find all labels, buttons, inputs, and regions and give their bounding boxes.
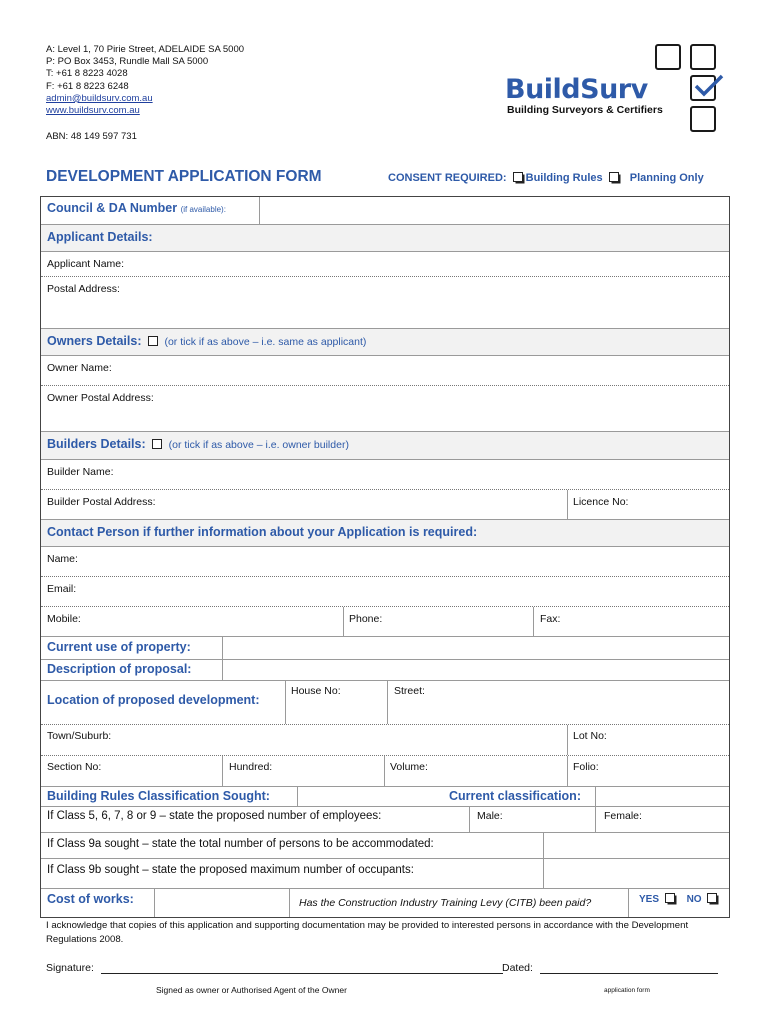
applicant-postal-field[interactable]: [41, 277, 729, 329]
owner-postal-field[interactable]: [41, 386, 729, 432]
website-link[interactable]: www.buildsurv.com.au: [46, 105, 140, 117]
builder-postal-label: Builder Postal Address:: [47, 496, 156, 508]
location-row[interactable]: [41, 681, 729, 725]
current-use-row[interactable]: [41, 637, 729, 660]
checkmark-icon: [694, 74, 724, 98]
signature-label: Signature:: [46, 962, 94, 974]
applicant-name-field[interactable]: [41, 252, 729, 277]
divider: [285, 681, 286, 724]
divider: [154, 889, 155, 917]
divider: [595, 787, 596, 806]
footer-label: application form: [604, 987, 650, 994]
signature-line[interactable]: [101, 963, 503, 974]
contact-email-field[interactable]: [41, 577, 729, 607]
no-label: NO: [686, 894, 702, 905]
council-da-note: (if available):: [180, 205, 226, 214]
divider: [628, 889, 629, 917]
divider: [567, 490, 568, 519]
dated-label: Dated:: [502, 962, 533, 974]
owner-name-field[interactable]: [41, 356, 729, 386]
owner-name-label: Owner Name:: [47, 362, 112, 374]
town-row[interactable]: [41, 725, 729, 756]
applicant-heading: Applicant Details:: [47, 230, 153, 244]
divider: [289, 889, 290, 917]
owners-heading: Owners Details: (or tick if as above – i.e. same as applicant): [47, 334, 367, 348]
council-da-label: Council & DA Number (if available):: [47, 201, 226, 215]
divider: [222, 660, 223, 680]
licence-label: Licence No:: [573, 496, 629, 508]
email-link[interactable]: admin@buildsurv.com.au: [46, 92, 153, 104]
contact-name-field[interactable]: [41, 547, 729, 577]
council-da-row[interactable]: [41, 197, 729, 225]
owner-postal-label: Owner Postal Address:: [47, 392, 154, 404]
acknowledgement-text: I acknowledge that copies of this application and supporting documentation may be provided to interested persons in accordance with the Development Regulations 2008.: [46, 920, 689, 945]
building-rules-checkbox[interactable]: [513, 172, 523, 182]
dated-line[interactable]: [540, 963, 718, 974]
contact-heading: Contact Person if further information about your Application is required:: [47, 525, 478, 539]
divider: [384, 756, 385, 786]
consent-required: [388, 172, 704, 184]
builder-name-field[interactable]: [41, 460, 729, 490]
builders-same-checkbox[interactable]: [152, 439, 162, 449]
postal-line: P: PO Box 3453, Rundle Mall SA 5000: [46, 56, 209, 68]
builders-note: (or tick if as above – i.e. owner builder): [168, 439, 349, 451]
classification-heading-row[interactable]: [41, 787, 729, 807]
form-title: DEVELOPMENT APPLICATION FORM: [46, 168, 322, 185]
mobile-label: Mobile:: [47, 613, 81, 625]
class9b-row[interactable]: [41, 859, 729, 889]
builder-name-label: Builder Name:: [47, 466, 114, 478]
cost-row[interactable]: [41, 889, 729, 917]
divider: [567, 756, 568, 786]
divider: [343, 607, 344, 636]
description-label: Description of proposal:: [47, 662, 192, 676]
class9b-label: If Class 9b sought – state the proposed maximum number of occupants:: [47, 864, 414, 876]
planning-only-label: Planning Only: [629, 172, 704, 184]
no-checkbox[interactable]: [707, 893, 717, 903]
class9a-label: If Class 9a sought – state the total number of persons to be accommodated:: [47, 838, 434, 850]
address-line: A: Level 1, 70 Pirie Street, ADELAIDE SA 5000: [46, 44, 245, 55]
phone-line: T: +61 8 8223 4028: [46, 68, 128, 80]
owners-same-checkbox[interactable]: [148, 336, 158, 346]
yes-checkbox[interactable]: [665, 893, 675, 903]
divider: [297, 787, 298, 806]
class5-label: If Class 5, 6, 7, 8 or 9 – state the proposed number of employees:: [47, 810, 382, 822]
divider: [595, 807, 596, 832]
logo-brand: BuildSurv: [505, 74, 648, 105]
classification-heading: Building Rules Classification Sought:: [47, 789, 270, 803]
yes-label: YES: [639, 894, 660, 905]
logo-square: [655, 44, 681, 70]
consent-label: CONSENT REQUIRED:: [388, 172, 507, 184]
divider: [533, 607, 534, 636]
contact-name-label: Name:: [47, 553, 78, 565]
builders-heading-row: [41, 432, 729, 460]
builders-heading: Builders Details: (or tick if as above – i.e. owner builder): [47, 437, 349, 451]
planning-only-checkbox[interactable]: [609, 172, 619, 182]
divider: [469, 807, 470, 832]
phone-label: Phone:: [349, 613, 383, 625]
logo-square: [690, 44, 716, 70]
divider: [543, 833, 544, 858]
fax-line: F: +61 8 8223 6248: [46, 80, 129, 92]
divider: [387, 681, 388, 724]
company-address: [46, 44, 244, 143]
section-row[interactable]: [41, 756, 729, 787]
lot-label: Lot No:: [573, 730, 607, 742]
dated-field[interactable]: [502, 962, 718, 974]
current-use-label: Current use of property:: [47, 640, 191, 654]
divider: [543, 859, 544, 888]
contact-phone-row[interactable]: [41, 607, 729, 637]
contact-heading-row: [41, 520, 729, 547]
building-rules-label: Building Rules: [525, 172, 603, 184]
divider: [222, 637, 223, 659]
logo-square: [690, 106, 716, 132]
owners-note: (or tick if as above – i.e. same as applicant): [164, 336, 367, 348]
fax-label: Fax:: [540, 613, 561, 625]
section-label: Section No:: [47, 761, 102, 773]
applicant-name-label: Applicant Name:: [47, 258, 125, 270]
logo-tagline: Building Surveyors & Certifiers: [507, 104, 663, 116]
hundred-label: Hundred:: [229, 761, 273, 773]
current-classification-label: Current classification:: [449, 789, 581, 803]
buildsurv-logo: [505, 44, 725, 136]
class9a-row[interactable]: [41, 833, 729, 859]
builder-postal-row[interactable]: [41, 490, 729, 520]
divider: [222, 756, 223, 786]
town-label: Town/Suburb:: [47, 730, 112, 742]
application-form: [40, 196, 730, 918]
signature-field[interactable]: [46, 962, 503, 974]
abn-number: ABN: 48 149 597 731: [46, 131, 137, 143]
female-label: Female:: [604, 810, 642, 822]
volume-label: Volume:: [390, 761, 428, 773]
divider: [259, 197, 260, 224]
street-label: Street:: [394, 685, 425, 697]
cost-label: Cost of works:: [47, 892, 134, 906]
citb-question: Has the Construction Industry Training Levy (CITB) been paid?: [299, 897, 592, 909]
house-no-label: House No:: [291, 685, 341, 697]
male-label: Male:: [477, 810, 503, 822]
applicant-heading-row: [41, 225, 729, 252]
contact-email-label: Email:: [47, 583, 77, 595]
location-label: Location of proposed development:: [47, 693, 260, 707]
description-row[interactable]: [41, 660, 729, 681]
signed-as-note: Signed as owner or Authorised Agent of the Owner: [156, 985, 347, 995]
employees-row[interactable]: [41, 807, 729, 833]
folio-label: Folio:: [573, 761, 599, 773]
applicant-postal-label: Postal Address:: [47, 283, 120, 295]
divider: [567, 725, 568, 755]
citb-options: [639, 893, 720, 905]
owners-heading-row: [41, 329, 729, 356]
